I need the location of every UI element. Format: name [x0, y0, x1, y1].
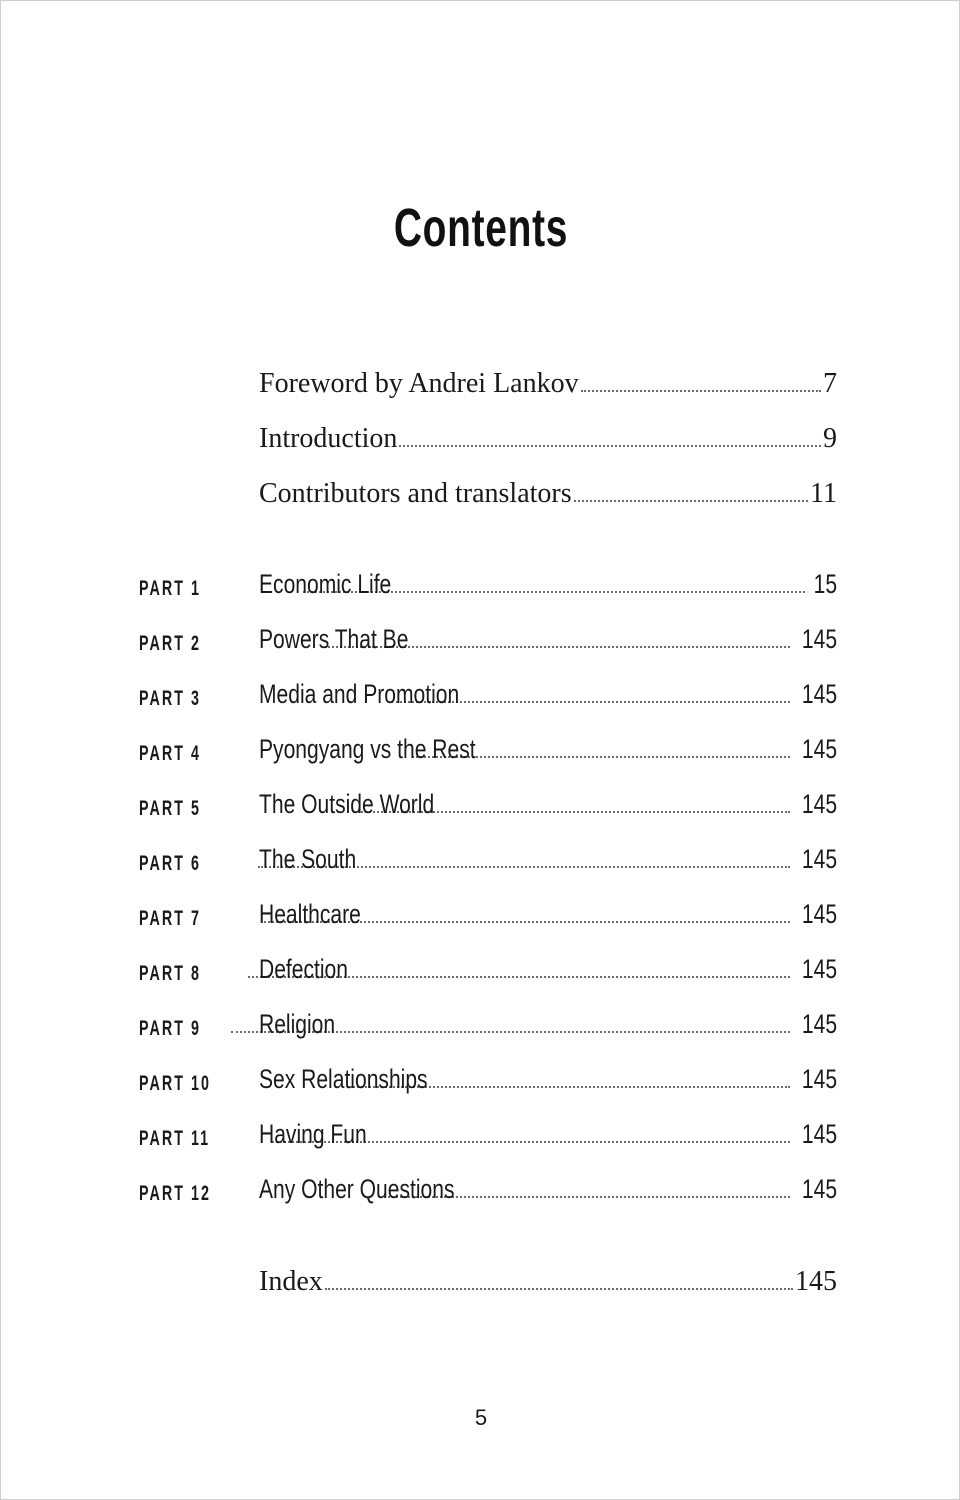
- toc-entry-label: Sex Relationships: [259, 1064, 428, 1094]
- toc-entry-part-1: [259, 569, 837, 609]
- toc-entry-part-3: [259, 679, 837, 719]
- toc-entry-page: 145: [795, 1266, 837, 1297]
- leader-dots: [581, 389, 821, 392]
- part-number: PART 11: [139, 1127, 211, 1150]
- toc-entry-part-10: [259, 1064, 837, 1104]
- part-number: PART 3: [139, 687, 201, 710]
- part-number: PART 8: [139, 962, 201, 985]
- toc-entry-page: 145: [801, 954, 837, 984]
- toc-entry-page: 145: [801, 899, 837, 929]
- toc-entry-label: Pyongyang vs the Rest: [259, 734, 476, 764]
- toc-entry-page: 145: [801, 1009, 837, 1039]
- toc-entry-label: Introduction: [259, 423, 398, 454]
- part-number: PART 2: [139, 632, 201, 655]
- toc-entry-part-4: [259, 734, 837, 774]
- toc-entry-label: Healthcare: [259, 899, 361, 929]
- toc-entry-page: 11: [810, 478, 837, 509]
- toc-entry-label: Having Fun: [259, 1119, 367, 1149]
- toc-entry-label: Economic Life: [259, 569, 392, 599]
- toc-entry-page: 145: [801, 1119, 837, 1149]
- toc-entry-label: The Outside World: [259, 789, 435, 819]
- toc-entry-introduction: [259, 423, 837, 463]
- toc-entry-label: Index: [259, 1266, 323, 1297]
- toc-entry-foreword: [259, 368, 837, 408]
- toc-entry-page: 145: [801, 1174, 837, 1204]
- toc-entry-label: Defection: [259, 954, 348, 984]
- toc-entry-page: 15: [813, 569, 837, 599]
- part-number: PART 1: [139, 577, 201, 600]
- toc-entry-label: Contributors and translators: [259, 478, 572, 509]
- toc-entry-contributors: [259, 478, 837, 518]
- toc-entry-page: 9: [823, 423, 837, 454]
- toc-entry-label: The South: [259, 844, 357, 874]
- part-number: PART 9: [139, 1017, 201, 1040]
- toc-entry-label: Any Other Questions: [259, 1174, 455, 1204]
- toc-entry-label: Powers That Be: [259, 624, 409, 654]
- toc-entry-label: Foreword by Andrei Lankov: [259, 368, 579, 399]
- toc-entry-page: 145: [801, 679, 837, 709]
- toc-entry-page: 145: [801, 844, 837, 874]
- toc-entry-label: Religion: [259, 1009, 336, 1039]
- toc-entry-part-8: [259, 954, 837, 994]
- toc-entry-page: 145: [801, 789, 837, 819]
- toc-entry-part-11: [259, 1119, 837, 1159]
- toc-entry-page: 145: [801, 1064, 837, 1094]
- toc-entry-part-5: [259, 789, 837, 829]
- part-number: PART 5: [139, 797, 201, 820]
- toc-entry-part-9: [259, 1009, 837, 1049]
- part-number: PART 6: [139, 852, 201, 875]
- part-number: PART 12: [139, 1182, 211, 1205]
- toc-entry-page: 145: [801, 734, 837, 764]
- toc-entry-index: [259, 1266, 837, 1306]
- toc-entry-page: 7: [823, 368, 837, 399]
- part-number: PART 10: [139, 1072, 211, 1095]
- page-title: Contents: [393, 198, 569, 258]
- toc-entry-part-7: [259, 899, 837, 939]
- leader-dots: [574, 499, 808, 502]
- toc-entry-page: 145: [801, 624, 837, 654]
- toc-entry-label: Media and Promotion: [259, 679, 460, 709]
- toc-entry-part-2: [259, 624, 837, 664]
- toc-entry-part-12: [259, 1174, 837, 1214]
- part-number: PART 4: [139, 742, 201, 765]
- leader-dots: [325, 1287, 793, 1290]
- toc-entry-part-6: [259, 844, 837, 884]
- leader-dots: [399, 444, 821, 447]
- page-number: 5: [474, 1405, 488, 1430]
- part-number: PART 7: [139, 907, 201, 930]
